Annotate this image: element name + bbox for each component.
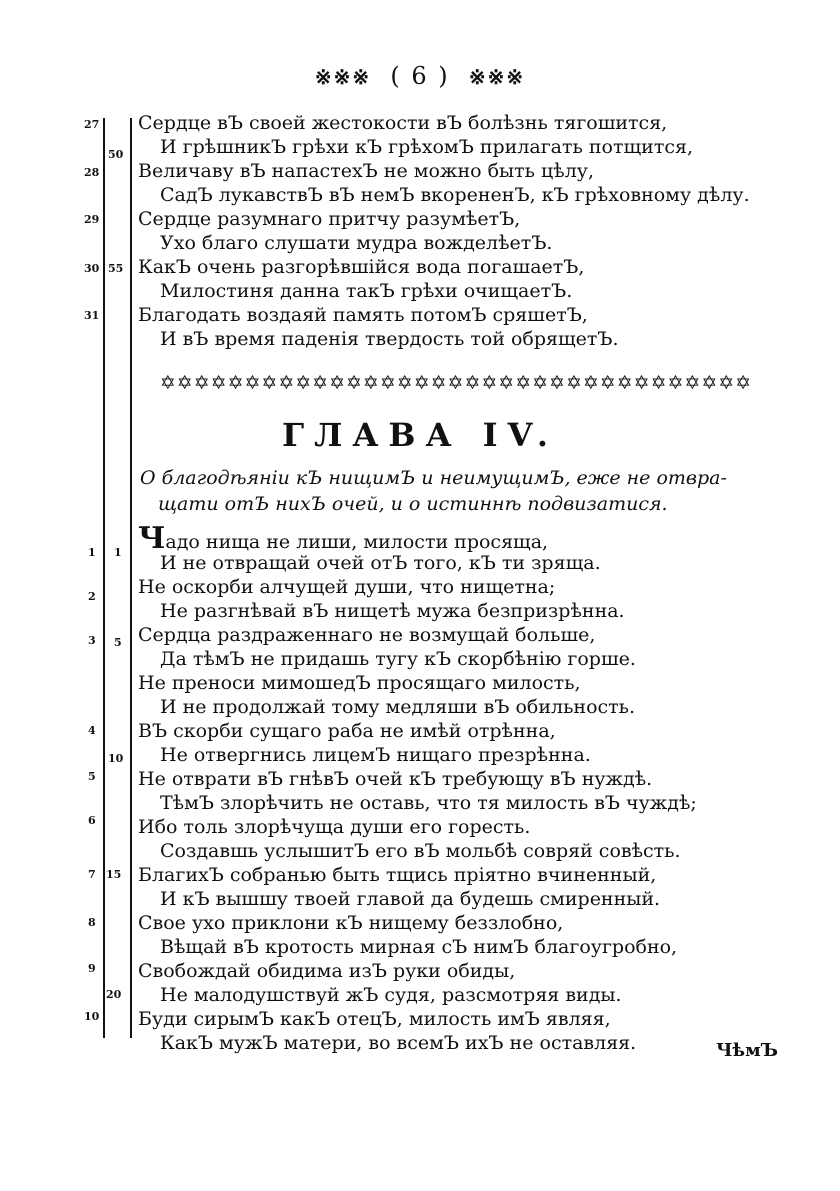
verse-line: КакЪ очень разгорѣвшійся вода погашаетЪ, [138,256,585,278]
line-number: 10 [108,752,124,765]
verse-line: СадЪ лукавствЪ вЪ немЪ вкорененЪ, кЪ грѣховному дѣлу. [160,184,750,206]
line-number: 15 [106,868,122,881]
line-number: 20 [106,988,122,1001]
verse-line: И не отвращай очей отЪ того, кЪ ти зряща. [160,552,601,574]
verse-line: И не продолжай тому медляши вЪ обильность. [160,696,636,718]
verse-number: 7 [88,868,96,881]
line-number: 50 [108,148,124,161]
verse-number: 2 [88,590,96,603]
drop-cap-initial: Ч [138,521,166,556]
verse-number: 6 [88,814,96,827]
line-number: 5 [114,636,122,649]
verse-line: Сердце вЪ своей жестокости вЪ болѣзнь тягошится, [138,112,668,134]
line-number: 1 [114,546,122,559]
verse-line: Благодать воздаяй память потомЪ сряшетЪ, [138,304,588,326]
verse-line: БлагихЪ собранью быть тщись пріятно вчиненный, [138,864,657,886]
verse-line: Буди сирымЪ какЪ отецЪ, милость имЪ являя, [138,1008,611,1030]
verse-line: Свобождай обидима изЪ руки обиды, [138,960,516,982]
ornament-left-icon: ※※※ [314,65,372,89]
verse-line: Свое ухо приклони кЪ нищему беззлобно, [138,912,564,934]
verse-number: 5 [88,770,96,783]
verse-number: 31 [84,309,100,322]
verse-number: 29 [84,213,100,226]
verse-line: И вЪ время паденія твердость той обрящетЪ. [160,328,619,350]
page-number: ( 6 ) [390,62,450,90]
verse-line: И кЪ вышшу твоей главой да будешь смиренный. [160,888,661,910]
verse-number: 27 [84,118,100,131]
margin-rule-right [130,118,132,1038]
verse-line: Да тѣмЪ не придашь тугу кЪ скорбѣнію горше. [160,648,636,670]
verse-line: Не разгнѣвай вЪ нищетѣ мужа безпризрѣнна. [160,600,625,622]
margin-rule-left [103,118,105,1038]
verse-number: 30 [84,262,100,275]
chapter-title: ГЛАВА IV. [281,416,559,454]
verse-line: И грѣшникЪ грѣхи кЪ грѣхомЪ прилагать потщится, [160,136,694,158]
verse-line: Создавшь услышитЪ его вЪ мольбѣ совряй совѣсть. [160,840,681,862]
verse-line: Милостиня данна такЪ грѣхи очищаетЪ. [160,280,573,302]
verse-line: ТѣмЪ злорѣчить не оставь, что тя милость вЪ чуждѣ; [160,792,697,814]
chapter-subtitle-line-2: щати отЪ нихЪ очей, и о истиннѣ подвизатися. [158,493,668,515]
verse-line: Не малодушствуй жЪ судя, разсмотряя виды. [160,984,622,1006]
catchword: ЧѣмЪ [716,1040,778,1061]
verse-number: 10 [84,1010,100,1023]
verse-number: 8 [88,916,96,929]
verse-line: Не оскорби алчущей души, что нищетна; [138,576,556,598]
verse-line: Ухо благо слушати мудра вожделѣетЪ. [160,232,553,254]
ornament-right-icon: ※※※ [468,65,526,89]
verse-line [138,521,549,556]
verse-line: Не преноси мимошедЪ просящаго милость, [138,672,581,694]
verse-number: 4 [88,724,96,737]
verse-line: Не отвергнись лицемЪ нищаго презрѣнна. [160,744,591,766]
line-number: 55 [108,262,124,275]
verse-line: Величаву вЪ напастехЪ не можно быть цѣлу, [138,160,595,182]
verse-line: Сердце разумнаго притчу разумѣетЪ, [138,208,521,230]
verse-number: 1 [88,546,96,559]
verse-line-rest: адо нища не лиши, милости просяща, [165,531,549,553]
verse-number: 28 [84,166,100,179]
ornamental-divider: ✡✡✡✡✡✡✡✡✡✡✡✡✡✡✡✡✡✡✡✡✡✡✡✡✡✡✡✡✡✡✡✡✡✡✡ [159,372,753,394]
verse-number: 3 [88,634,96,647]
verse-line: Ибо толь злорѣчуща души его горесть. [138,816,531,838]
verse-line: Не отврати вЪ гнѣвЪ очей кЪ требующу вЪ нуждѣ. [138,768,653,790]
verse-line: КакЪ мужЪ матери, во всемЪ ихЪ не оставляя. [160,1032,637,1054]
page-header [0,62,840,90]
chapter-subtitle-line-1: О благодѣяніи кЪ нищимЪ и неимущимЪ, еже не отвра- [140,467,727,489]
verse-line: Сердца раздраженнаго не возмущай больше, [138,624,596,646]
verse-line: ВЪ скорби сущаго раба не имѣй отрѣнна, [138,720,556,742]
verse-line: Вѣщай вЪ кротость мирная сЪ нимЪ благоугробно, [160,936,678,958]
verse-number: 9 [88,962,96,975]
